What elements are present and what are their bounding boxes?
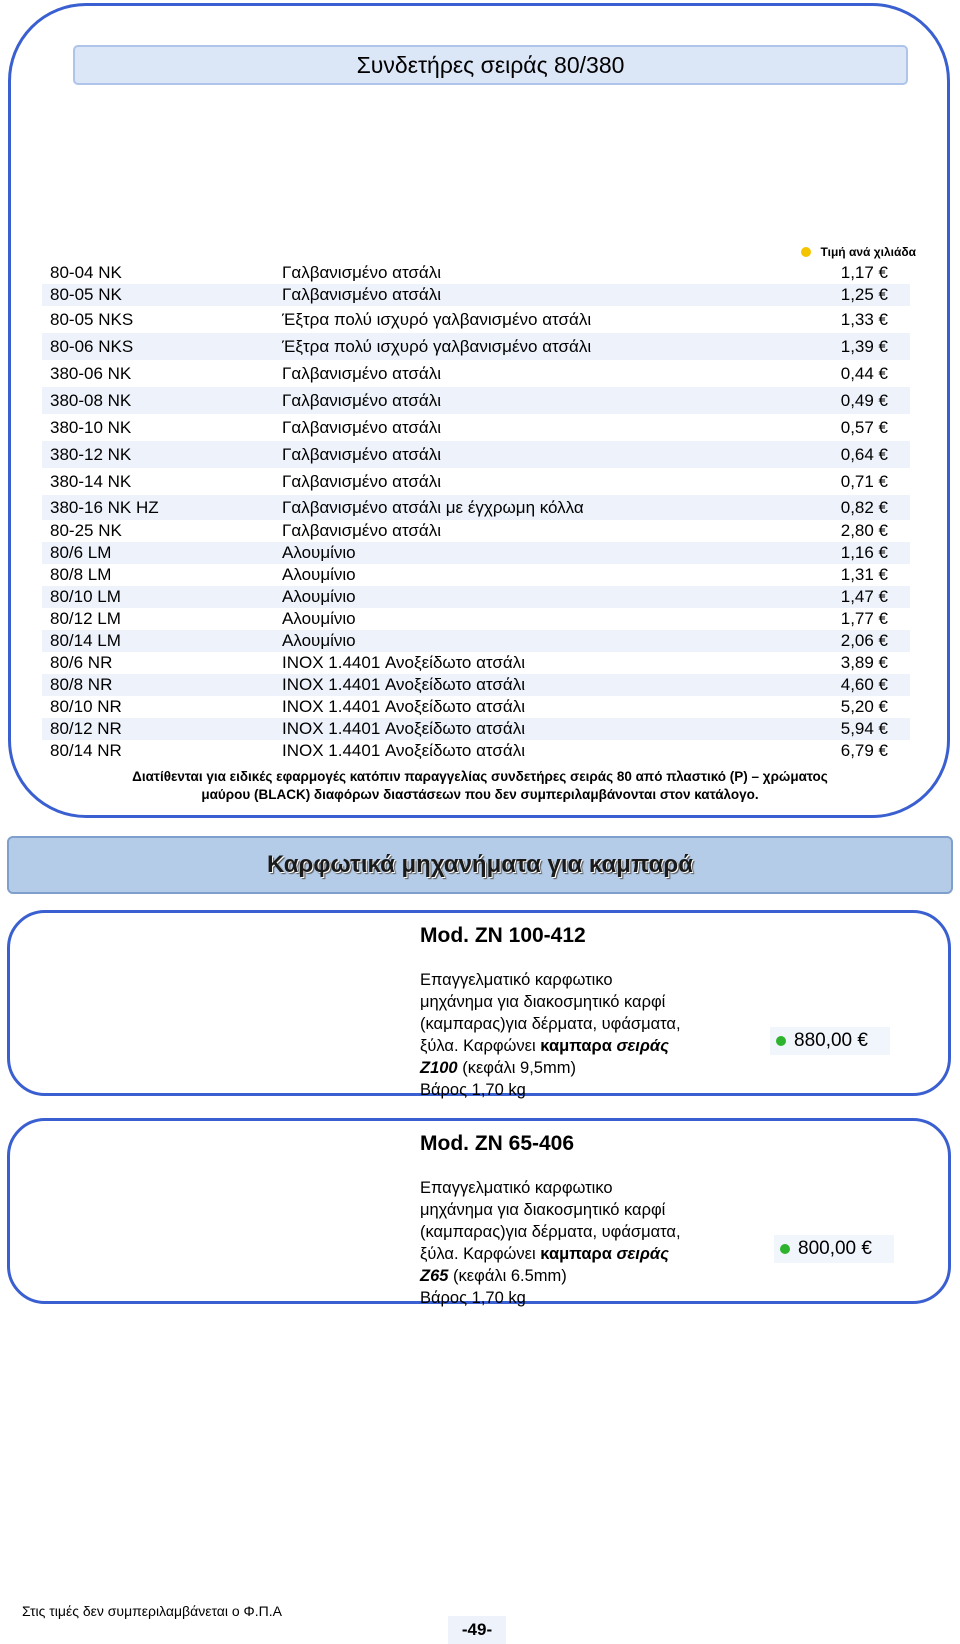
table-row [42, 542, 910, 564]
product-code: 380-10 NK [50, 417, 132, 437]
product-price: 1,77 € [840, 609, 888, 628]
product-price: 1,47 € [840, 587, 888, 606]
product-code: 80-04 NK [50, 263, 122, 282]
product-code: 80/12 NR [50, 719, 122, 738]
product-price: 0,57 € [840, 417, 888, 437]
product-price: 1,16 € [840, 543, 888, 562]
product-model: Mod. ZN 65-406 [420, 1132, 575, 1155]
product-description: Γαλβανισμένο ατσάλι [282, 263, 442, 282]
product-weight: Βάρος 1,70 kg [420, 1081, 526, 1099]
product-code: 80/6 NR [50, 653, 113, 672]
product-description: Γαλβανισμένο ατσάλι [282, 417, 442, 437]
page-number: -49- [448, 1616, 506, 1644]
description-text: ξύλα. Καρφώνει [420, 1245, 541, 1263]
table-row [42, 630, 910, 652]
product-description: Αλουμίνιο [282, 565, 356, 584]
table-row [42, 333, 910, 360]
table-row [42, 740, 910, 762]
footnote-line-2: μαύρου (BLACK) διαφόρων διαστάσεων που δεν συμπεριλαμβάνονται στον κατάλογο. [201, 787, 759, 802]
table-row [42, 414, 910, 441]
product-description: Αλουμίνιο [282, 631, 356, 650]
product-description: Γαλβανισμένο ατσάλι [282, 285, 442, 304]
table-row [42, 441, 910, 468]
table-row [42, 284, 910, 306]
yellow-dot-icon [801, 247, 811, 257]
product-description: Έξτρα πολύ ισχυρό γαλβανισμένο ατσάλι [282, 309, 592, 329]
table-row [42, 608, 910, 630]
product-description: Γαλβανισμένο ατσάλι [282, 363, 442, 383]
product-code: 80/10 LM [50, 587, 121, 606]
product-code: 80-05 NK [50, 285, 122, 304]
description-bold: καμπαρα [540, 1245, 612, 1263]
product-price: 1,25 € [840, 285, 888, 304]
table-row [42, 520, 910, 542]
product-code: 380-14 NK [50, 471, 132, 491]
table-row [42, 674, 910, 696]
product-description: Αλουμίνιο [282, 587, 356, 606]
product-price: 0,64 € [840, 444, 888, 464]
product-price: 5,94 € [840, 719, 888, 738]
product-description: INOX 1.4401 Ανοξείδωτο ατσάλι [282, 675, 526, 694]
product-card [7, 1118, 951, 1307]
product-description: Γαλβανισμένο ατσάλι [282, 390, 442, 410]
description-bold: καμπαρα [540, 1037, 612, 1055]
product-price: 0,49 € [840, 390, 888, 410]
product-description [420, 969, 730, 1101]
table-row [42, 718, 910, 740]
product-price: 1,17 € [840, 263, 888, 282]
product-price: 1,33 € [840, 309, 888, 329]
product-description: Έξτρα πολύ ισχυρό γαλβανισμένο ατσάλι [282, 336, 592, 356]
product-model: Mod. ZN 100-412 [420, 924, 586, 947]
product-price: 0,71 € [840, 471, 888, 491]
table-row [42, 468, 910, 495]
product-price: 1,39 € [840, 336, 888, 356]
description-line: Επαγγελματικό καρφωτικο [420, 1179, 613, 1197]
description-line: Επαγγελματικό καρφωτικο [420, 971, 613, 989]
vat-note: Στις τιμές δεν συμπεριλαμβάνεται ο Φ.Π.Α [22, 1603, 282, 1619]
price-per-thousand-note [801, 245, 917, 259]
series-code: Z100 [420, 1059, 458, 1077]
product-code: 380-12 NK [50, 444, 132, 464]
product-price: 0,82 € [840, 497, 888, 517]
product-price: 2,80 € [840, 521, 888, 540]
price-table [42, 262, 910, 762]
table-row [42, 652, 910, 674]
table-row [42, 586, 910, 608]
head-size: (κεφάλι 6.5mm) [448, 1267, 567, 1285]
description-bold-italic: σειράς [616, 1245, 669, 1263]
product-price: 1,31 € [840, 565, 888, 584]
product-description: Γαλβανισμένο ατσάλι [282, 444, 442, 464]
series-code: Z65 [420, 1267, 449, 1285]
product-description: INOX 1.4401 Ανοξείδωτο ατσάλι [282, 741, 526, 760]
product-description: INOX 1.4401 Ανοξείδωτο ατσάλι [282, 719, 526, 738]
footnote-line-1: Διατίθενται για ειδικές εφαρμογές κατόπιν παραγγελίας συνδετήρες σειράς 80 από πλαστικό (P) – χρώματος [132, 769, 828, 784]
description-line: (καμπαρας)για δέρματα, υφάσματα, [420, 1015, 681, 1033]
head-size: (κεφάλι 9,5mm) [457, 1059, 576, 1077]
product-card [7, 910, 951, 1099]
section-title: Καρφωτικά μηχανήματα για καμπαρά [266, 851, 694, 878]
product-price: 0,44 € [840, 363, 888, 383]
plastic-fasteners-note [40, 768, 920, 804]
product-code: 80/14 LM [50, 631, 121, 650]
product-description: INOX 1.4401 Ανοξείδωτο ατσάλι [282, 697, 526, 716]
product-price-box [774, 1235, 894, 1263]
product-description: INOX 1.4401 Ανοξείδωτο ατσάλι [282, 653, 526, 672]
table-row [42, 306, 910, 333]
table-row [42, 495, 910, 520]
description-line [420, 1057, 730, 1079]
description-bold-italic: σειράς [616, 1037, 669, 1055]
product-code: 80/14 NR [50, 741, 122, 760]
product-code: 80/8 LM [50, 565, 112, 584]
description-text: ξύλα. Καρφώνει [420, 1037, 541, 1055]
table-row [42, 387, 910, 414]
product-price-box [770, 1027, 890, 1055]
description-line [420, 1035, 730, 1057]
product-code: 380-16 NK HZ [50, 497, 159, 517]
product-description: Γαλβανισμένο ατσάλι με έγχρωμη κόλλα [282, 497, 584, 517]
product-code: 80-06 NKS [50, 336, 134, 356]
description-line [420, 1265, 730, 1287]
section-header [7, 836, 953, 894]
product-code: 80-05 NKS [50, 309, 134, 329]
description-line: μηχάνημα για διακοσμητικό καρφί [420, 1201, 666, 1219]
product-code: 80/8 NR [50, 675, 113, 694]
product-price: 880,00 € [794, 1030, 868, 1051]
product-description: Γαλβανισμένο ατσάλι [282, 471, 442, 491]
green-dot-icon [776, 1036, 786, 1046]
product-description: Αλουμίνιο [282, 543, 356, 562]
product-price: 3,89 € [840, 653, 888, 672]
product-price: 2,06 € [840, 631, 888, 650]
table-row [42, 696, 910, 718]
product-weight: Βάρος 1,70 kg [420, 1289, 526, 1307]
product-price: 5,20 € [840, 697, 888, 716]
price-note-label: Τιμή ανά χιλιάδα [820, 245, 916, 259]
description-line [420, 1243, 730, 1265]
product-price: 4,60 € [840, 675, 888, 694]
product-code: 80/6 LM [50, 543, 112, 562]
green-dot-icon [780, 1244, 790, 1254]
table-row [42, 360, 910, 387]
product-description: Αλουμίνιο [282, 609, 356, 628]
product-code: 380-06 NK [50, 363, 132, 383]
product-price: 6,79 € [840, 741, 888, 760]
product-code: 80-25 NK [50, 521, 122, 540]
panel-title: Συνδετήρες σειράς 80/380 [73, 45, 908, 85]
description-line: (καμπαρας)για δέρματα, υφάσματα, [420, 1223, 681, 1241]
product-price: 800,00 € [798, 1238, 872, 1259]
product-description: Γαλβανισμένο ατσάλι [282, 521, 442, 540]
table-row [42, 262, 910, 284]
table-row [42, 564, 910, 586]
product-code: 80/12 LM [50, 609, 121, 628]
product-code: 80/10 NR [50, 697, 122, 716]
description-line: μηχάνημα για διακοσμητικό καρφί [420, 993, 666, 1011]
product-code: 380-08 NK [50, 390, 132, 410]
product-description [420, 1177, 730, 1309]
